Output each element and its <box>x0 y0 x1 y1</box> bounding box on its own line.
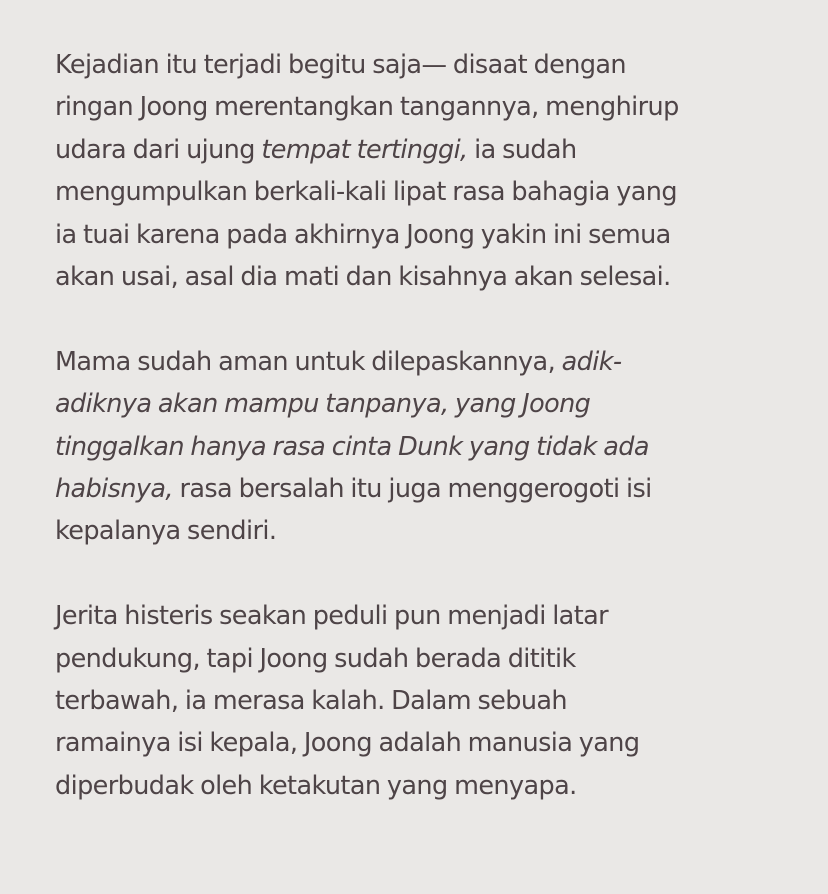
text-line <box>55 341 795 383</box>
text-line <box>55 468 795 510</box>
text-run: pendukung, tapi Joong sudah berada dititik <box>55 643 576 674</box>
text-line <box>55 86 795 128</box>
text-line <box>55 171 795 213</box>
paragraph-3 <box>55 595 795 807</box>
text-run: ia tuai karena pada akhirnya Joong yakin ini semua <box>55 219 671 250</box>
italic-text-run: tinggalkan hanya rasa cinta Dunk yang tidak ada <box>55 431 649 462</box>
text-line <box>55 595 795 637</box>
paragraph-2 <box>55 341 795 553</box>
italic-text-run: adik- <box>561 346 622 377</box>
text-line <box>55 383 795 425</box>
text-line <box>55 256 795 298</box>
text-run: mengumpulkan berkali-kali lipat rasa bahagia yang <box>55 177 677 208</box>
text-line <box>55 129 795 171</box>
text-run: kepalanya sendiri. <box>55 516 277 547</box>
text-run: udara dari ujung <box>55 134 262 165</box>
text-run: ia sudah <box>467 134 577 165</box>
italic-text-run: adiknya akan mampu tanpanya, yang Joong <box>55 389 591 420</box>
text-run: ramainya isi kepala, Joong adalah manusia yang <box>55 728 640 759</box>
text-line <box>55 510 795 552</box>
text-run: rasa bersalah itu juga menggerogoti isi <box>172 474 652 505</box>
text-line <box>55 765 795 807</box>
document-page <box>55 44 795 850</box>
paragraph-1 <box>55 44 795 298</box>
text-line <box>55 638 795 680</box>
text-run: Jerita histeris seakan peduli pun menjadi latar <box>55 601 609 632</box>
text-line <box>55 722 795 764</box>
text-line <box>55 44 795 86</box>
text-line <box>55 426 795 468</box>
text-run: diperbudak oleh ketakutan yang menyapa. <box>55 770 577 801</box>
italic-text-run: tempat tertinggi, <box>261 134 468 165</box>
text-run: Mama sudah aman untuk dilepaskannya, <box>55 346 562 377</box>
text-run: akan usai, asal dia mati dan kisahnya akan selesai. <box>55 262 671 293</box>
text-line <box>55 214 795 256</box>
italic-text-run: habisnya, <box>55 474 173 505</box>
text-run: terbawah, ia merasa kalah. Dalam sebuah <box>55 686 567 717</box>
text-run: Kejadian itu terjadi begitu saja— disaat dengan <box>55 50 626 80</box>
text-run: ringan Joong merentangkan tangannya, menghirup <box>55 92 679 123</box>
text-line <box>55 680 795 722</box>
